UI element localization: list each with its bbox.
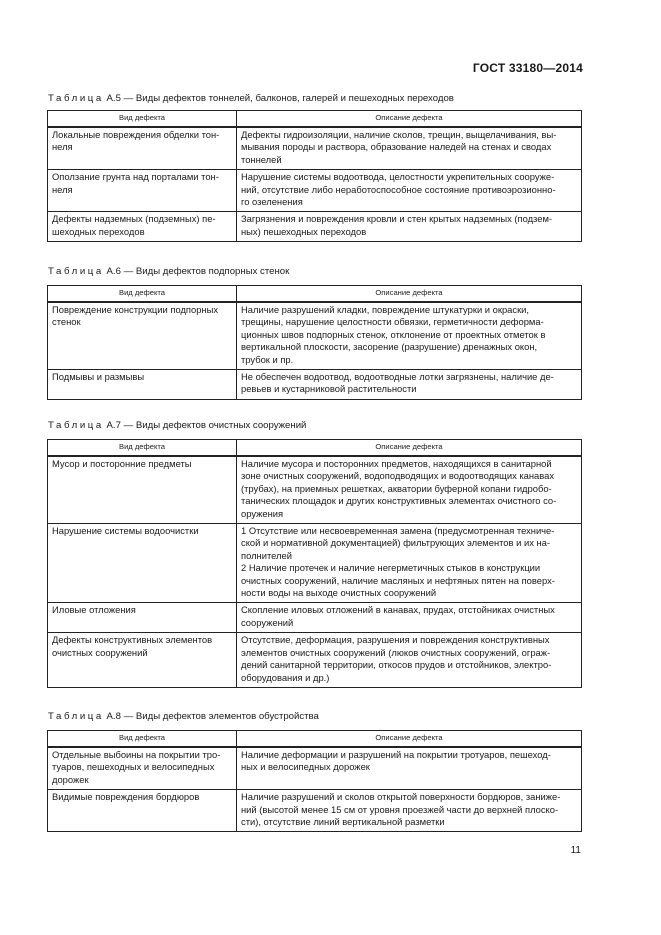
defect-type-cell: Мусор и посторонние предметы xyxy=(48,456,237,524)
table-row xyxy=(48,170,582,212)
defect-type-cell: Повреждение конструкции подпорных стенок xyxy=(48,302,237,370)
defect-type-cell: Нарушение системы водоочистки xyxy=(48,524,237,603)
table-caption xyxy=(48,711,319,722)
table-title: — Виды дефектов подпорных стенок xyxy=(123,266,290,277)
table-header-row xyxy=(48,286,582,303)
table-row xyxy=(48,747,582,790)
table-row xyxy=(48,127,582,170)
defect-type-cell: Дефекты конструктивных элементов очистных сооружений xyxy=(48,633,237,688)
defect-type-cell: Локальные повреждения обделки тон- неля xyxy=(48,127,237,170)
defect-description-cell: Отсутствие, деформация, разрушения и повреждения конструктивных элементов очистных сооружений (люков очистных сооружений, ограж- дений санитарной территории, откосов прудов и отстойников, электро- оборудования и др.) xyxy=(237,633,582,688)
table-row xyxy=(48,790,582,832)
column-header-defect-type: Вид дефекта xyxy=(48,286,237,303)
table-row xyxy=(48,456,582,524)
standard-designation: ГОСТ 33180—2014 xyxy=(472,61,583,75)
table-number: А.5 xyxy=(106,93,121,104)
defect-description-cell: Дефекты гидроизоляции, наличие сколов, трещин, выщелачивания, вы- мывания породы и раствора, образование наледей на стенах и сводах тоннелей xyxy=(237,127,582,170)
table-label: Таблица xyxy=(48,711,104,722)
defects-table xyxy=(47,439,582,688)
defect-description-cell: Наличие деформации и разрушений на покрытии тротуаров, пешеход- ных и велосипедных дорожек xyxy=(237,747,582,790)
table-row xyxy=(48,524,582,603)
defect-type-cell: Иловые отложения xyxy=(48,603,237,633)
table-caption xyxy=(48,420,306,431)
column-header-defect-description: Описание дефекта xyxy=(237,731,582,748)
defect-description-cell: Загрязнения и повреждения кровли и стен крытых надземных (подзем- ных) пешеходных переходов xyxy=(237,212,582,242)
table-caption xyxy=(48,93,454,104)
table-number: А.7 xyxy=(106,420,121,431)
defect-description-cell: Наличие мусора и посторонних предметов, находящихся в санитарной зоне очистных сооружений, водоподводящих и водоотводящих канавах (трубах), на приемных решетках, акватории буферной копани гидробо- танических площадок и других конструктивных элементах очистного со- оружения xyxy=(237,456,582,524)
table-title: — Виды дефектов элементов обустройства xyxy=(123,711,319,722)
page-number: 11 xyxy=(570,845,581,856)
table-label: Таблица xyxy=(48,266,104,277)
table-title: — Виды дефектов тоннелей, балконов, галерей и пешеходных переходов xyxy=(123,93,454,104)
table-label: Таблица xyxy=(48,93,104,104)
defect-type-cell: Подмывы и размывы xyxy=(48,370,237,400)
table-header-row xyxy=(48,111,582,128)
defect-description-cell: Наличие разрушений кладки, повреждение штукатурки и окраски, трещины, нарушение целостности обвязки, герметичности деформа- ционных швов подпорных стенок, отклонение от проектных отметок в вертикальной плоскости, засорение (разрушение) дренажных окон, трубок и пр. xyxy=(237,302,582,370)
table-title: — Виды дефектов очистных сооружений xyxy=(123,420,307,431)
column-header-defect-description: Описание дефекта xyxy=(237,286,582,303)
table-number: А.8 xyxy=(106,711,121,722)
table-row xyxy=(48,633,582,688)
defect-description-cell: Не обеспечен водоотвод, водоотводные лотки загрязнены, наличие де- ревьев и кустарниковой растительности xyxy=(237,370,582,400)
defect-description-cell: 1 Отсутствие или несвоевременная замена (предусмотренная техниче- ской и нормативной документацией) фильтрующих элементов и их на- полнителей 2 Наличие протечек и наличие негерметичных стыков в конструкции очистных сооружений, наличие масляных и нефтяных пятен на поверх- ности воды на выходе очистных сооружений xyxy=(237,524,582,603)
column-header-defect-type: Вид дефекта xyxy=(48,440,237,457)
table-row xyxy=(48,302,582,370)
table-caption xyxy=(48,266,289,277)
column-header-defect-type: Вид дефекта xyxy=(48,731,237,748)
column-header-defect-type: Вид дефекта xyxy=(48,111,237,128)
table-header-row xyxy=(48,731,582,748)
defect-type-cell: Дефекты надземных (подземных) пе- шеходных переходов xyxy=(48,212,237,242)
defects-table xyxy=(47,730,582,832)
defect-description-cell: Нарушение системы водоотвода, целостности укрепительных сооруже- ний, отсутствие либо неработоспособное состояние противоэрозионно- го озеленения xyxy=(237,170,582,212)
table-header-row xyxy=(48,440,582,457)
table-number: А.6 xyxy=(106,266,121,277)
table-row xyxy=(48,370,582,400)
defects-table xyxy=(47,110,582,242)
table-row xyxy=(48,603,582,633)
defect-description-cell: Наличие разрушений и сколов открытой поверхности бордюров, занижe- ний (высотой менее 15 см от уровня проезжей части до верхней плоско- сти), отсутствие линий вертикальной разметки xyxy=(237,790,582,832)
table-label: Таблица xyxy=(48,420,104,431)
table-row xyxy=(48,212,582,242)
column-header-defect-description: Описание дефекта xyxy=(237,440,582,457)
defect-type-cell: Оползание грунта над порталами тон- неля xyxy=(48,170,237,212)
column-header-defect-description: Описание дефекта xyxy=(237,111,582,128)
defects-table xyxy=(47,285,582,400)
defect-type-cell: Видимые повреждения бордюров xyxy=(48,790,237,832)
defect-type-cell: Отдельные выбоины на покрытии тро- туаров, пешеходных и велосипедных дорожек xyxy=(48,747,237,790)
defect-description-cell: Скопление иловых отложений в канавах, прудах, отстойниках очистных сооружений xyxy=(237,603,582,633)
